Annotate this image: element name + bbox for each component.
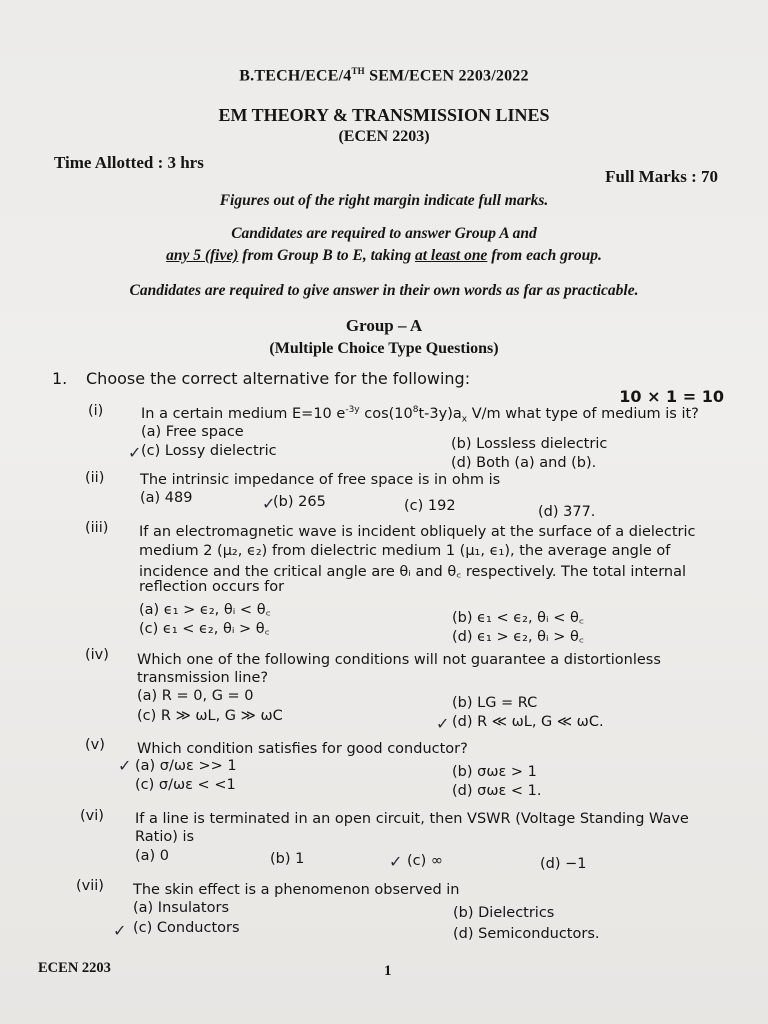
item-text: If a line is terminated in an open circuit, then VSWR (Voltage Standing Wave: [135, 811, 689, 827]
page-number: 1: [384, 963, 392, 979]
item-text: medium 2 (μ₂, ϵ₂) from dielectric medium 1 (μ₁, ϵ₁), the average angle of: [139, 543, 671, 559]
instruction-group-a: Candidates are required to answer Group A and: [231, 225, 537, 242]
handwritten-check-icon: ✓: [118, 756, 132, 775]
course-code-part: SEM/ECEN 2203/2022: [364, 67, 529, 85]
item-text: The skin effect is a phenomenon observed in: [133, 882, 460, 898]
option-b: (b) Lossless dielectric: [451, 436, 608, 452]
item-number: (iv): [85, 647, 109, 663]
option-c: (c) ∞: [407, 853, 443, 869]
item-text-part: cos(10: [359, 405, 413, 422]
item-text-part: V/m what type of medium is it?: [467, 405, 699, 422]
group-title: Group – A: [345, 316, 423, 335]
option-b: (b) σωε > 1: [452, 764, 537, 780]
option-b: (b) LG = RC: [452, 695, 538, 711]
option-c: (c) σ/ωε < <1: [135, 777, 236, 793]
item-text: [141, 405, 699, 425]
option-d: (d) R ≪ ωL, G ≪ ωC.: [452, 714, 604, 730]
question-number: 1.: [52, 369, 68, 388]
question-marks: 10 × 1 = 10: [619, 387, 724, 406]
option-d: (d) 377.: [538, 504, 596, 520]
handwritten-check-icon: ✓: [389, 852, 403, 871]
option-c: (c) ϵ₁ < ϵ₂, θᵢ > θ꜀: [139, 621, 270, 637]
item-text-sub: x: [461, 414, 468, 425]
full-marks: Full Marks : 70: [605, 167, 718, 186]
option-b: (b) 265: [273, 494, 326, 510]
handwritten-check-icon: ✓: [262, 494, 276, 513]
item-text: transmission line?: [137, 670, 269, 686]
item-number: (iii): [85, 520, 109, 536]
handwritten-check-icon: ✓: [436, 714, 450, 733]
item-text-sup: -3y: [345, 405, 360, 415]
item-text-part: t-3y)a: [418, 405, 462, 422]
item-text: Which one of the following conditions will not guarantee a distortionless: [137, 652, 661, 668]
item-number: (i): [88, 403, 104, 419]
option-d: (d) −1: [540, 856, 587, 872]
item-text-sup: 8: [412, 405, 419, 415]
option-a: (a) 0: [135, 848, 170, 864]
item-number: (vii): [76, 878, 104, 894]
course-code-sup: TH: [351, 66, 365, 76]
instruction-groups-b-e: [0, 247, 768, 265]
item-number: (v): [85, 737, 105, 753]
item-text: The intrinsic impedance of free space is in ohm is: [140, 472, 501, 488]
option-a: (a) R = 0, G = 0: [137, 688, 254, 704]
handwritten-check-icon: ✓: [128, 443, 142, 462]
option-a: (a) σ/ωε >> 1: [135, 758, 237, 774]
course-code-line: [0, 66, 768, 85]
option-d: (d) Both (a) and (b).: [451, 455, 597, 471]
item-number: (ii): [85, 470, 105, 486]
item-text: Which condition satisfies for good conductor?: [137, 741, 468, 757]
question-text: Choose the correct alternative for the following:: [86, 369, 471, 388]
item-text: reflection occurs for: [139, 579, 285, 595]
option-a: (a) 489: [140, 490, 193, 506]
footer-course-code: ECEN 2203: [38, 960, 111, 976]
option-b: (b) 1: [270, 851, 305, 867]
item-text-part: In a certain medium E=10 e: [141, 405, 346, 422]
instruction-emphasis: any 5 (five): [166, 247, 239, 264]
option-a: (a) ϵ₁ > ϵ₂, θᵢ < θ꜀: [139, 602, 271, 618]
instruction-emphasis: at least one: [414, 247, 488, 264]
instruction-text: from each group.: [487, 247, 602, 264]
option-d: (d) Semiconductors.: [453, 926, 600, 942]
option-b: (b) Dielectrics: [453, 905, 555, 921]
option-a: (a) Insulators: [133, 900, 230, 916]
item-text: incidence and the critical angle are θᵢ and θ꜀ respectively. The total internal: [139, 564, 687, 580]
paper-title: EM THEORY & TRANSMISSION LINES: [218, 105, 550, 125]
option-d: (d) ϵ₁ > ϵ₂, θᵢ > θ꜀: [452, 629, 584, 645]
handwritten-check-icon: ✓: [113, 921, 127, 940]
option-c: (c) R ≫ ωL, G ≫ ωC: [137, 708, 283, 724]
item-text: If an electromagnetic wave is incident obliquely at the surface of a dielectric: [139, 524, 696, 540]
option-c: (c) 192: [404, 498, 456, 514]
group-subtitle: (Multiple Choice Type Questions): [269, 340, 499, 357]
course-code-part: B.TECH/ECE/4: [239, 67, 352, 85]
option-b: (b) ϵ₁ < ϵ₂, θᵢ < θ꜀: [452, 610, 584, 626]
item-text: Ratio) is: [135, 829, 195, 845]
instruction-margin: Figures out of the right margin indicate full marks.: [219, 192, 549, 209]
time-allotted: Time Allotted : 3 hrs: [54, 153, 204, 172]
instruction-text: from Group B to E, taking: [238, 247, 415, 264]
option-c: (c) Conductors: [133, 920, 240, 936]
instruction-own-words: Candidates are required to give answer in their own words as far as practicable.: [129, 282, 639, 299]
option-a: (a) Free space: [141, 424, 244, 440]
item-number: (vi): [80, 808, 104, 824]
option-c: (c) Lossy dielectric: [141, 443, 277, 459]
option-d: (d) σωε < 1.: [452, 783, 542, 799]
paper-subtitle: (ECEN 2203): [338, 128, 430, 145]
